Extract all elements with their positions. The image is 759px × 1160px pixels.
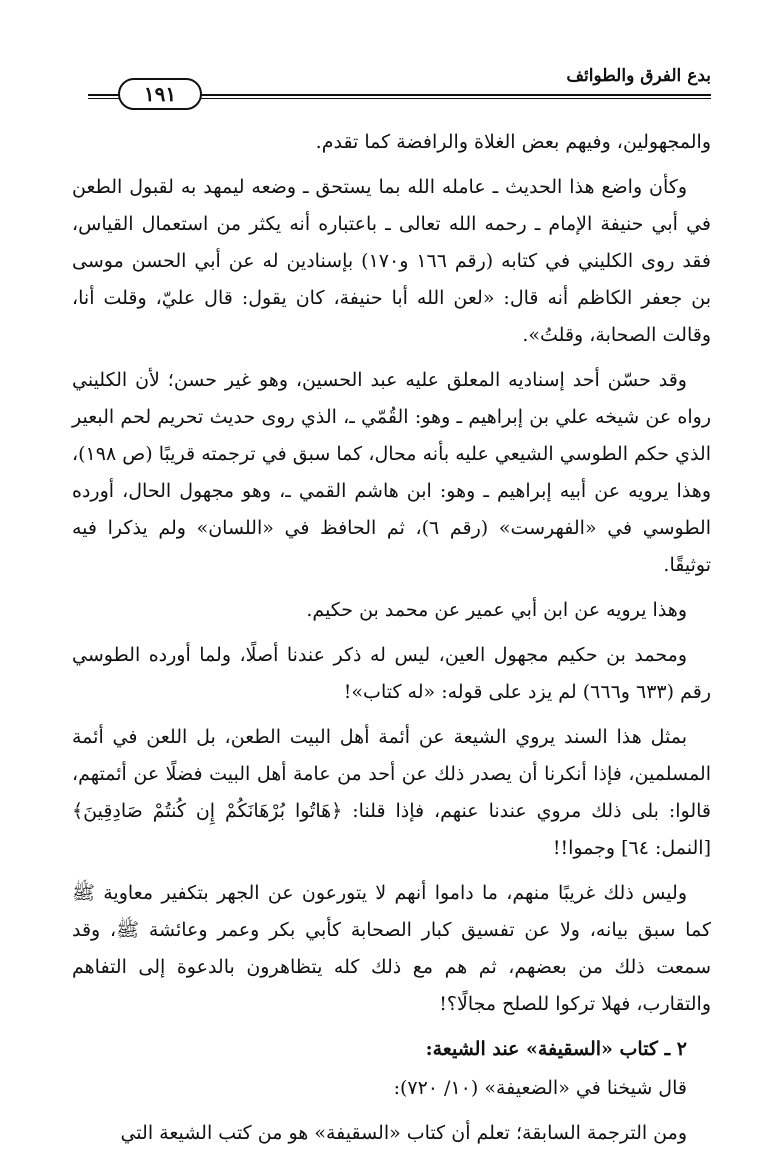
page-header [88, 60, 711, 110]
page-number: ١٩١ [118, 78, 202, 110]
paragraph: ومحمد بن حكيم مجهول العين، ليس له ذكر عندنا أصلًا، ولما أورده الطوسي رقم (٦٣٣ و٦٦٦) لم يزد على قوله: «له كتاب»! [72, 644, 711, 703]
paragraph: وقد حسّن أحد إسناديه المعلق عليه عبد الحسين، وهو غير حسن؛ لأن الكليني رواه عن شيخه علي بن إبراهيم ـ وهو: القُمّي ـ، الذي روى حديث تحريم لحم البعير الذي حكم الطوسي الشيعي عليه بأنه محال، كما سبق في ترجمته قريبًا (ص ١٩٨)، وهذا يرويه عن أبيه إبراهيم ـ وهو: ابن هاشم القمي ـ، وهو مجهول الحال، أورده الطوسي في «الفهرست» (رقم ٦)، ثم الحافظ في «اللسان» ولم يذكرا فيه توثيقًا. [72, 369, 711, 576]
paragraph: والمجهولين، وفيهم بعض الغلاة والرافضة كما تقدم. [315, 131, 711, 153]
paragraph: وكأن واضع هذا الحديث ـ عامله الله بما يستحق ـ وضعه ليمهد به لقبول الطعن في أبي حنيفة الإمام ـ رحمه الله تعالى ـ باعتباره أنه يكثر من استعمال القياس، فقد روى الكليني في كتابه (رقم ١٦٦ و١٧٠) بإسنادين له عن أبي الحسن موسى بن جعفر الكاظم أنه قال: «لعن الله أبا حنيفة، كان يقول: قال عليّ، وقلت أنا، وقالت الصحابة، وقلتُ». [72, 176, 712, 346]
paragraph: ومن الترجمة السابقة؛ تعلم أن كتاب «السقيفة» هو من كتب الشيعة التي [120, 1122, 687, 1144]
paragraph: قال شيخنا في «الضعيفة» (١٠/ ٧٢٠): [393, 1077, 687, 1099]
running-title: بدع الفرق والطوائف [566, 66, 711, 86]
body-text [72, 124, 711, 1160]
paragraph: وهذا يرويه عن ابن أبي عمير عن محمد بن حكيم. [306, 599, 687, 621]
section-heading: ٢ ـ كتاب «السقيفة» عند الشيعة: [425, 1038, 687, 1060]
paragraph: وليس ذلك غريبًا منهم، ما داموا أنهم لا يتورعون عن الجهر بتكفير معاوية ﷺ كما سبق بيانه، ولا عن تفسيق كبار الصحابة كأبي بكر وعمر وعائشة ﷺ، وقد سمعت ذلك من بعضهم، ثم هم مع ذلك كله يتظاهرون بالدعوة إلى التفاهم والتقارب، فهلا تركوا للصلح مجالًا؟! [72, 882, 711, 1015]
paragraph: بمثل هذا السند يروي الشيعة عن أئمة أهل البيت الطعن، بل اللعن في أئمة المسلمين، فإذا أنكرنا أن يصدر ذلك عن أحد من عامة أهل البيت فضلًا عن أئمتهم، قالوا: بلى ذلك مروي عندنا عنهم، فإذا قلنا: ﴿هَاتُوا بُرْهَانَكُمْ إِن كُنتُمْ صَادِقِينَ﴾ [النمل: ٦٤] وجموا!! [72, 726, 711, 859]
